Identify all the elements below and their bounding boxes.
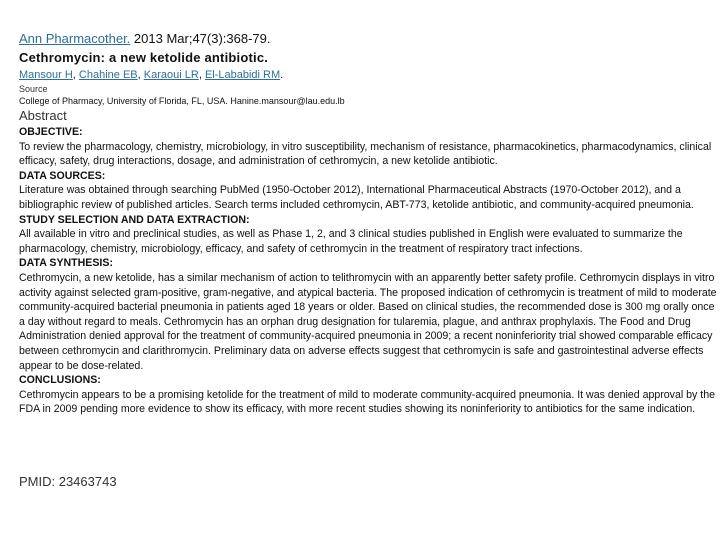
author-link[interactable]: El-Lababidi RM [204,69,281,81]
author-link[interactable]: Mansour H [19,69,73,81]
author-link[interactable]: Chahine EB [78,69,138,81]
section-text-study-selection: All available in vitro and preclinical studies, as well as Phase 1, 2, and 3 clinical studies published in English were evaluated to summarize the pharmacology, chemistry, microbiology, efficacy, and safety of cethromycin in the treatment of respiratory tract infections. [19,228,683,255]
citation-details: 2013 Mar;47(3):368-79. [130,31,271,46]
section-heading-data-synthesis: DATA SYNTHESIS: [19,257,113,270]
article-title: Cethromycin: a new ketolide antibiotic. [19,50,269,65]
section-heading-study-selection: STUDY SELECTION AND DATA EXTRACTION: [19,213,250,226]
section-text-data-sources: Literature was obtained through searching PubMed (1950-October 2012), International Pharmaceutical Abstracts (1970-October 2012), and a bibliographic review of published articles. Search terms included cethromycin, ABT-773, ketolide antibiotic, and community-acquired pneumonia. [19,184,694,211]
section-heading-objective: OBJECTIVE: [19,126,83,138]
abstract-heading: Abstract [19,108,67,123]
pmid: PMID: 23463743 [19,474,117,489]
section-text-conclusions: Cethromycin appears to be a promising ketolide for the treatment of mild to moderate community-acquired pneumonia. It was denied approval by the FDA in 2009 pending more evidence to show its efficacy, with more recent studies showing its noninferiority to antibiotics for the same indication. [19,388,716,416]
citation-line [19,31,271,46]
source-label: Source [19,84,48,94]
section-heading-conclusions: CONCLUSIONS: [19,374,101,387]
author-list: Mansour H, Chahine EB, Karaoui LR, El-Lababidi RM. [19,69,284,81]
abstract-body [19,125,719,417]
affiliation: College of Pharmacy, University of Florida, FL, USA. Hanine.mansour@lau.edu.lb [19,96,345,106]
section-text-objective: To review the pharmacology, chemistry, microbiology, in vitro susceptibility, mechanism of resistance, pharmacokinetics, pharmacodynamics, clinical efficacy, safety, drug interactions, dosage, and administration of cethromycin, a new ketolide antibiotic. [19,140,712,168]
journal-link[interactable]: Ann Pharmacother. [19,31,131,46]
section-heading-data-sources: DATA SOURCES: [19,169,106,182]
section-text-data-synthesis: Cethromycin, a new ketolide, has a similar mechanism of action to telithromycin with an apparently better safety profile. Cethromycin displays in vitro activity against selected gram-positive, gram-negative, and atypical bacteria. The proposed indication of cethromycin is treatment of mild to moderate community-acquired bacterial pneumonia in patients aged 18 years or older. Based on clinical studies, the recommended dose is 300 mg orally once a day without regard to meals. Cethromycin has an orphan drug designation for tularemia, plague, and anthrax prophylaxis. The Food and Drug Administration denied approval for the treatment of community-acquired pneumonia in 2009; a recent noninferiority trial showed comparable efficacy between cethromycin and clarithromycin. Preliminary data on adverse effects suggest that cethromycin is safe and gastrointestinal adverse effects appear to be dose-related. [19,271,717,372]
author-link[interactable]: Karaoui LR [143,69,199,81]
